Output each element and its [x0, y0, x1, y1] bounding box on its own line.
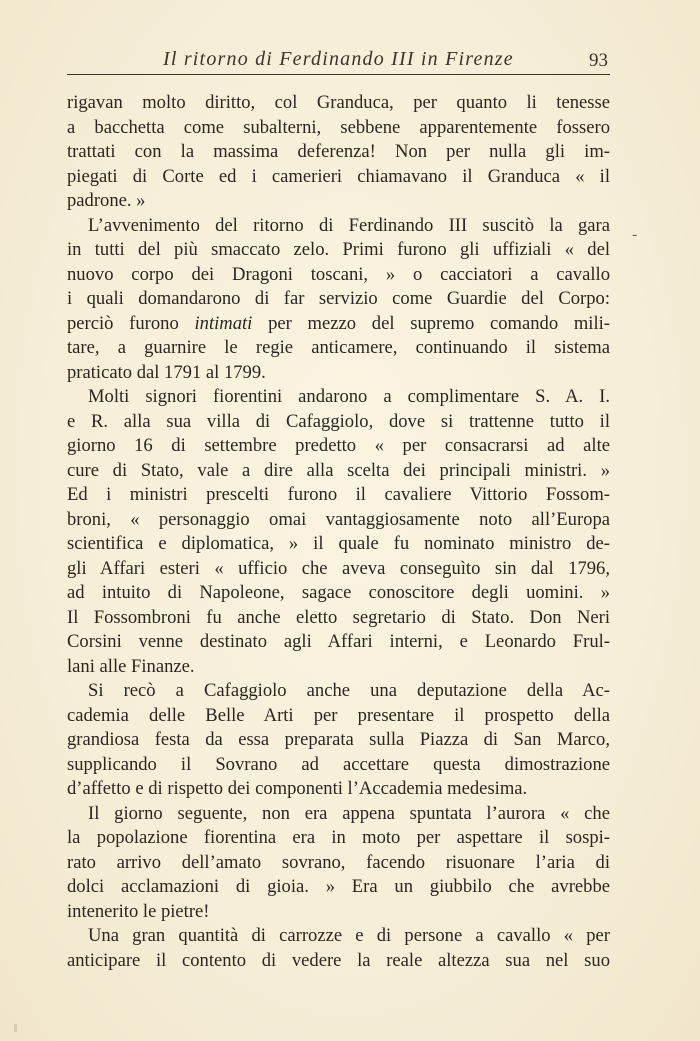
body-text: [67, 91, 610, 973]
text-line: i quali domandarono di far servizio come Guardie del Corpo:: [67, 288, 610, 309]
text-line: nuovo corpo dei Dragoni toscani, » o cacciatori a cavallo: [67, 263, 610, 285]
text-line: la popolazione fiorentina era in moto per aspettare il sospi-: [67, 827, 610, 848]
text-line: a bacchetta come subalterni, sebbene apparentemente fossero: [67, 116, 610, 138]
text-line: intenerito le pietre!: [67, 900, 210, 922]
text-line: Ed i ministri prescelti furono il cavaliere Vittorio Fossom-: [67, 484, 610, 505]
running-title: Il ritorno di Ferdinando III in Firenze: [163, 48, 514, 70]
text-line: Si recò a Cafaggiolo anche una deputazione della Ac-: [88, 680, 610, 701]
text-line: Il Fossombroni fu anche eletto segretario di Stato. Don Neri: [67, 606, 610, 628]
text-line: e R. alla sua villa di Cafaggiolo, dove si trattenne tutto il: [67, 410, 610, 432]
text-line: giorno 16 di settembre predetto « per consacrarsi ad alte: [67, 435, 610, 456]
text-segment: per mezzo del supremo comando mili-: [252, 312, 610, 334]
text-line: padrone. »: [67, 190, 146, 211]
text-line: grandiosa festa da essa preparata sulla Piazza di San Marco,: [67, 729, 610, 750]
text-line: Molti signori fiorentini andarono a complimentare S. A. I.: [88, 386, 610, 407]
text-line: piegati di Corte ed i camerieri chiamavano il Granduca « il: [67, 165, 610, 187]
text-line: L’avvenimento del ritorno di Ferdinando III suscitò la gara: [88, 214, 610, 236]
text-line: cure di Stato, vale a dire alla scelta dei principali ministri. »: [67, 459, 610, 481]
italic-word: intimati: [194, 312, 253, 334]
text-line: rigavan molto diritto, col Granduca, per quanto li tenesse: [67, 92, 610, 113]
page-header: [67, 44, 610, 75]
text-line: ad intuito di Napoleone, sagace conoscitore degli uomini. »: [67, 582, 610, 603]
text-line: rato arrivo dell’amato sovrano, facendo risuonare l’aria di: [67, 851, 610, 873]
text-line: [67, 312, 610, 337]
margin-mark: -: [632, 226, 638, 243]
text-line: cademia delle Belle Arti per presentare il prospetto della: [67, 704, 610, 726]
text-line: in tutti del più smaccato zelo. Primi furono gli uffiziali « del: [67, 239, 610, 260]
text-line: gli Affari esteri « ufficio che aveva conseguìto sin dal 1796,: [67, 557, 610, 579]
text-line: Una gran quantità di carrozze e di persone a cavallo « per: [88, 925, 610, 946]
text-line: scientifica e diplomatica, » il quale fu nominato ministro de-: [67, 533, 610, 554]
text-line: dolci acclamazioni di gioia. » Era un giubbilo che avrebbe: [67, 876, 610, 897]
text-line: d’affetto e di rispetto dei componenti l’Accademia medesima.: [67, 778, 528, 799]
text-line: supplicando il Sovrano ad accettare questa dimostrazione: [67, 753, 610, 775]
text-line: trattati con la massima deferenza! Non per nulla gli im-: [67, 141, 610, 162]
text-line: broni, « personaggio omai vantaggiosamente noto all’Europa: [67, 508, 610, 530]
text-line: Corsini venne destinato agli Affari interni, e Leonardo Frul-: [67, 631, 610, 652]
text-line: praticato dal 1791 al 1799.: [67, 361, 266, 383]
text-line: tare, a guarnire le regie anticamere, continuando il sistema: [67, 337, 610, 358]
text-line: anticipare il contento di vedere la reale altezza sua nel suo: [67, 949, 610, 971]
page-number: 93: [589, 50, 608, 71]
text-line: lani alle Finanze.: [67, 655, 195, 677]
text-segment: perciò furono: [67, 312, 195, 334]
text-line: Il giorno seguente, non era appena spuntata l’aurora « che: [88, 802, 610, 824]
scan-speck: [14, 1024, 17, 1032]
